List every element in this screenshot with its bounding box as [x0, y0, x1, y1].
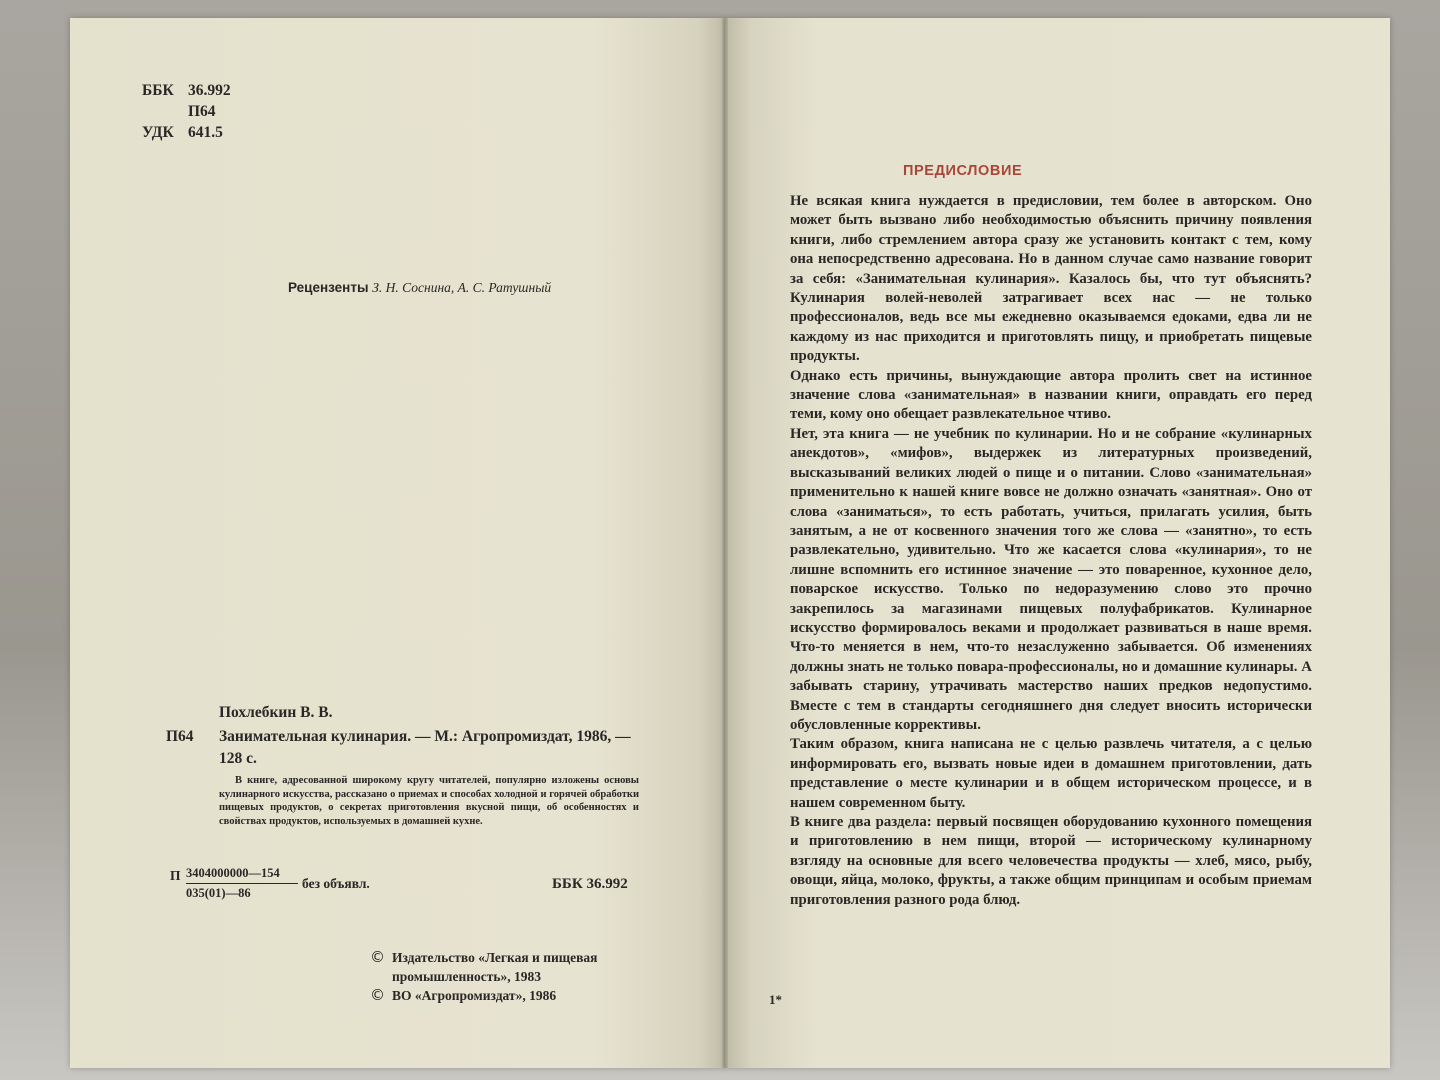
preface-paragraph: В книге два раздела: первый посвящен оборудованию кухонного помещения и приготовлению в нем пищи, второй — историческому кулинарному взгляду на основные для всего человечества продукты — хлеб, мясо, рыбу, овощи, яйца, молоко, фрукты, а также общим принципам и особым приемам приготовления разного рода блюд. — [790, 814, 1312, 908]
author-name: Похлебкин В. В. — [219, 704, 333, 721]
copyright-1-text: Издательство «Легкая и пищевая — [392, 950, 598, 965]
preface-paragraph: Нет, эта книга — не учебник по кулинарии. Но и не собрание «кулинарных анекдотов», «мифов», выдержек из литературных произведений, высказываний великих людей о пище и о питании. Слово «занимательная» применительно к нашей книге вовсе не должно означать «занятная». Оно от слова «заниматься», то есть работать, учиться, прилагать усилия, быть занятым, а не от косвенного значения того же слова — «занятно», то есть развлекательно, удивительно. Что же касается слова «кулинария», то не лишне вспомнить его истинное значение — это поваренное, кухонное дело, поварское искусство. Только по недоразумению слово это прочно закрепилось за магазинами пищевых полуфабрикатов. Кулинарное искусство формировалось веками и продолжает развиваться в наше время. Что-то меняется в нем, что-то незаслуженно забывается. Об изменениях должны знать не только повара-профессионалы, но и домашние кулинары. А забывать старину, утрачивать мастерство наших предков недопустимо. Вместе с тем в стандарты сегодняшнего дня следует вносить исторически обусловленные коррективы. — [790, 425, 1312, 733]
reviewers-label: Рецензенты — [288, 280, 369, 295]
copyright-2-text: ВО «Агропромиздат», 1986 — [392, 988, 557, 1003]
reviewers-names: З. Н. Соснина, А. С. Ратушный — [372, 280, 552, 295]
copyright-line-2 — [370, 986, 725, 1006]
code-value: П64 — [188, 103, 216, 120]
signature-mark: 1* — [769, 992, 782, 1007]
reviewers-line — [288, 280, 551, 296]
book-spine — [722, 18, 728, 1068]
copyright-block — [370, 948, 725, 1006]
copyright-line-1b: промышленность», 1983 — [392, 968, 542, 984]
preface-paragraph: Не всякая книга нуждается в предисловии, тем более в авторском. Оно может быть вызвано либо необходимостью объяснить причину появления книги, либо стремлением автора сразу же установить контакт с тем, кому она непосредственно адресована. Но в данном случае само название говорит за себя: «Занимательная кулинария». Казалось бы, что тут объяснять? Кулинария волей-неволей затрагивает всех нас — не только профессионалов, ведь все мы ежедневно оказываемся едоками, едва ли не каждому из нас приходится и приготовлять пищу, и приобретать пищевые продукты. — [790, 193, 1312, 365]
catalog-codes — [142, 80, 231, 143]
code-key: ББК — [142, 82, 174, 99]
bbk-bottom-code: ББК 36.992 — [552, 876, 628, 892]
shelf-code: П64 — [166, 728, 194, 745]
bibliographic-entry: Занимательная кулинария. — М.: Агропромиздат, 1986, — 128 с. — [219, 728, 631, 767]
index-numerator: 3404000000—154 — [186, 866, 298, 884]
preface-paragraph: Таким образом, книга написана не с целью развлечь читателя, а с целью информировать его, вызвать новые идеи в домашнем приготовлении, дать представление о месте кулинарии и в общем историческом процессе, и в нашем современном быту. — [790, 736, 1312, 811]
code-key: УДК — [142, 124, 174, 141]
copyright-line-1 — [370, 948, 725, 968]
copyright-icon: © — [370, 986, 385, 1004]
code-row-shelf — [142, 101, 231, 122]
index-fraction — [186, 866, 298, 901]
no-announcement: без объявл. — [302, 876, 370, 891]
right-page — [725, 18, 1390, 1068]
code-value: 36.992 — [188, 82, 231, 99]
preface-body — [790, 192, 1312, 910]
preface-paragraph: Однако есть причины, вынуждающие автора пролить свет на истинное значение слова «занимательная» в названии книги, оправдать его перед теми, кому оно обещает развлекательное чтиво. — [790, 367, 1312, 423]
left-page — [70, 18, 725, 1068]
code-row-bbk — [142, 80, 231, 101]
annotation-text: В книге, адресованной широкому кругу читателей, популярно изложены основы кулинарного искусства, рассказано о приемах и способах холодной и горячей обработки пищевых продуктов, о секретах приготовления вкусной пищи, об особенностях и свойствах продуктов, используемых в домашней кухне. — [219, 775, 639, 827]
index-denominator: 035(01)—86 — [186, 886, 251, 900]
code-value: 641.5 — [188, 124, 223, 141]
copyright-icon: © — [370, 948, 385, 966]
code-row-udk — [142, 122, 231, 143]
preface-heading: ПРЕДИСЛОВИЕ — [903, 163, 1023, 179]
index-prefix: П — [170, 868, 181, 883]
